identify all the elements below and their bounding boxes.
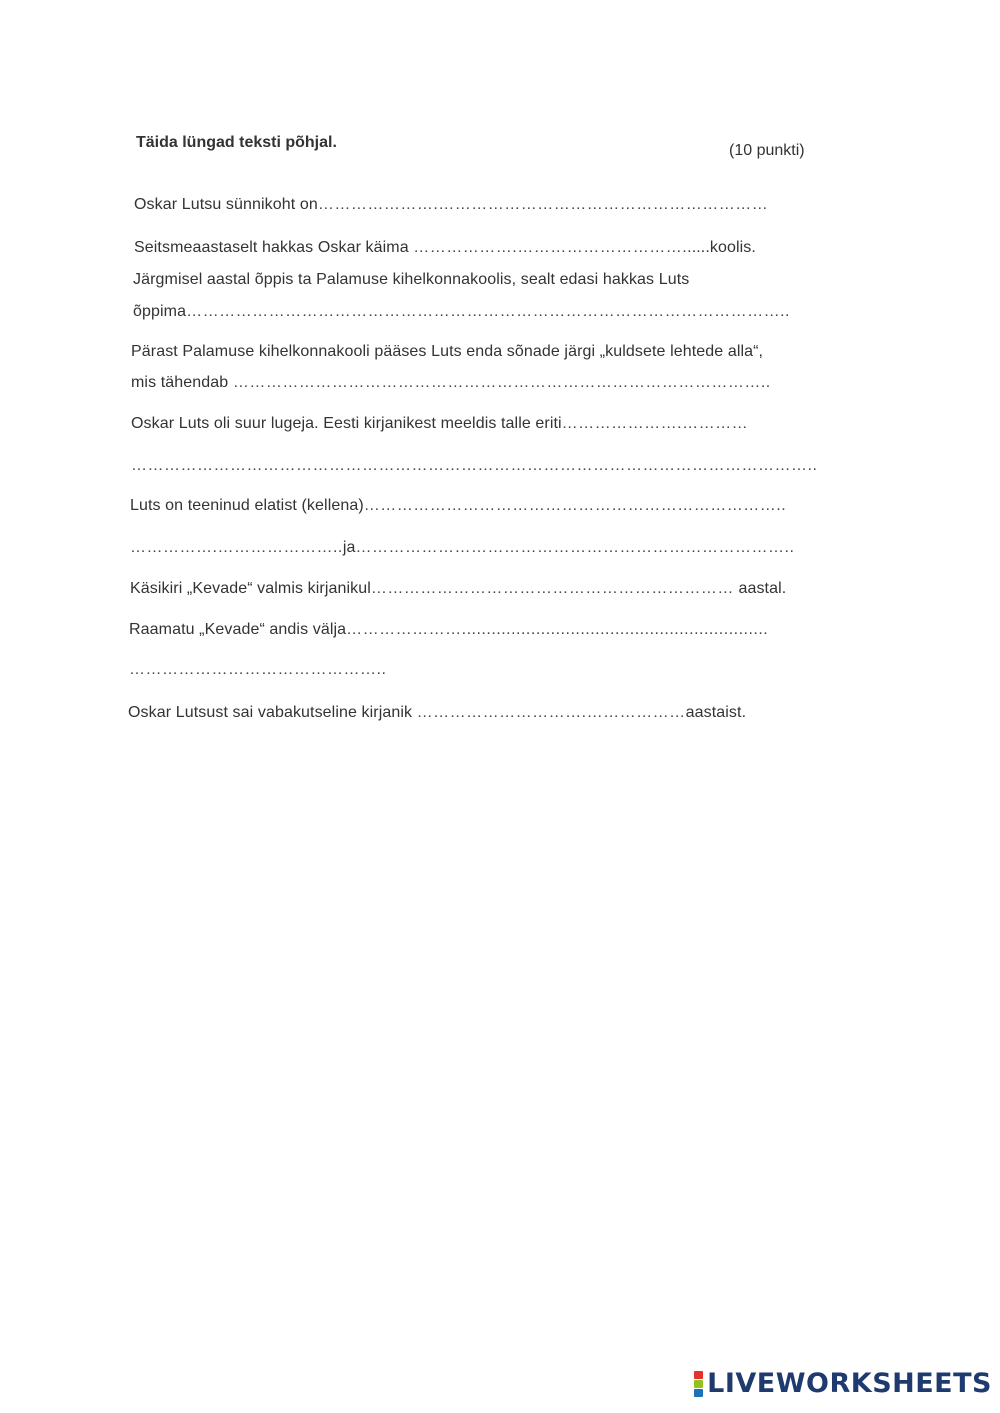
line-text: õppima	[133, 303, 187, 320]
line-text: Järgmisel aastal õppis ta Palamuse kihelkonnakoolis, sealt edasi hakkas Luts	[133, 271, 690, 288]
favourite-writer-blank[interactable]: ………………….…………	[561, 415, 749, 432]
line-favourite-writer	[131, 415, 748, 433]
line-meaning	[131, 374, 771, 392]
line-studied	[133, 303, 790, 321]
line-publisher-cont	[129, 661, 386, 679]
logo-mark-icon	[694, 1371, 703, 1397]
line-publisher	[129, 621, 768, 639]
line-occupation	[130, 497, 786, 515]
line-text: Seitsmeaastaselt hakkas Oskar käima	[134, 239, 414, 256]
logo-text: LIVEWORKSHEETS	[707, 1368, 992, 1399]
publisher-blank[interactable]: …………………..............................................................	[346, 621, 769, 638]
occupation-blank-2[interactable]: …………….…………………..	[130, 539, 343, 556]
line-golden-leaves	[131, 343, 763, 361]
line-suffix: .....koolis.	[687, 239, 756, 256]
line-text: Oskar Lutsu sünnikoht on	[134, 196, 318, 213]
line-text: mis tähendab	[131, 374, 233, 391]
logo-block-blue	[694, 1389, 703, 1397]
line-text: Oskar Lutsust sai vabakutseline kirjanik	[128, 704, 417, 721]
line-freelance	[128, 704, 746, 722]
line-next-year	[133, 271, 689, 289]
logo-block-red	[694, 1371, 703, 1379]
publisher-blank-2[interactable]: ………………………………………..	[129, 661, 387, 678]
studied-blank[interactable]: ………………………………………………………………………………………………..	[186, 303, 790, 320]
line-suffix: aastaist.	[685, 704, 747, 721]
line-text: Pärast Palamuse kihelkonnakooli pääses Luts enda sõnade järgi „kuldsete lehtede alla“,	[131, 343, 764, 360]
first-school-blank[interactable]: ……………….………………………….	[413, 239, 688, 256]
line-school-age	[134, 239, 756, 257]
freelance-year-blank[interactable]: ………………………….………………	[416, 704, 686, 721]
meaning-blank[interactable]: ……………………………………………………………………………………..	[232, 374, 771, 391]
line-text: Käsikiri „Kevade“ valmis kirjanikul	[130, 580, 371, 597]
favourite-writer-blank-2[interactable]: ……………………………………………………………………………………………………………..	[131, 457, 818, 474]
logo-block-green	[694, 1380, 703, 1388]
points-label: (10 punkti)	[729, 142, 805, 159]
line-favourite-writer-cont	[131, 457, 817, 475]
line-suffix: aastal.	[733, 580, 787, 597]
occupation-blank[interactable]: …………………………………………………………………..	[363, 497, 787, 514]
birthplace-blank[interactable]: ………………….……………………………………………………	[317, 196, 769, 213]
line-text: Luts on teeninud elatist (kellena)	[130, 497, 364, 514]
line-occupation-cont	[130, 539, 794, 557]
occupation-blank-3[interactable]: ……………………………………………………………………..	[355, 539, 795, 556]
line-text: Oskar Luts oli suur lugeja. Eesti kirjanikest meeldis talle eriti	[131, 415, 562, 432]
line-text: Raamatu „Kevade“ andis välja	[129, 621, 347, 638]
line-manuscript	[130, 580, 786, 598]
liveworksheets-logo	[694, 1368, 992, 1399]
line-birthplace	[134, 196, 768, 214]
line-suffix: ja	[342, 539, 356, 556]
manuscript-year-blank[interactable]: …………………………………………………………	[370, 580, 734, 597]
worksheet-title: Täida lüngad teksti põhjal.	[136, 134, 337, 151]
